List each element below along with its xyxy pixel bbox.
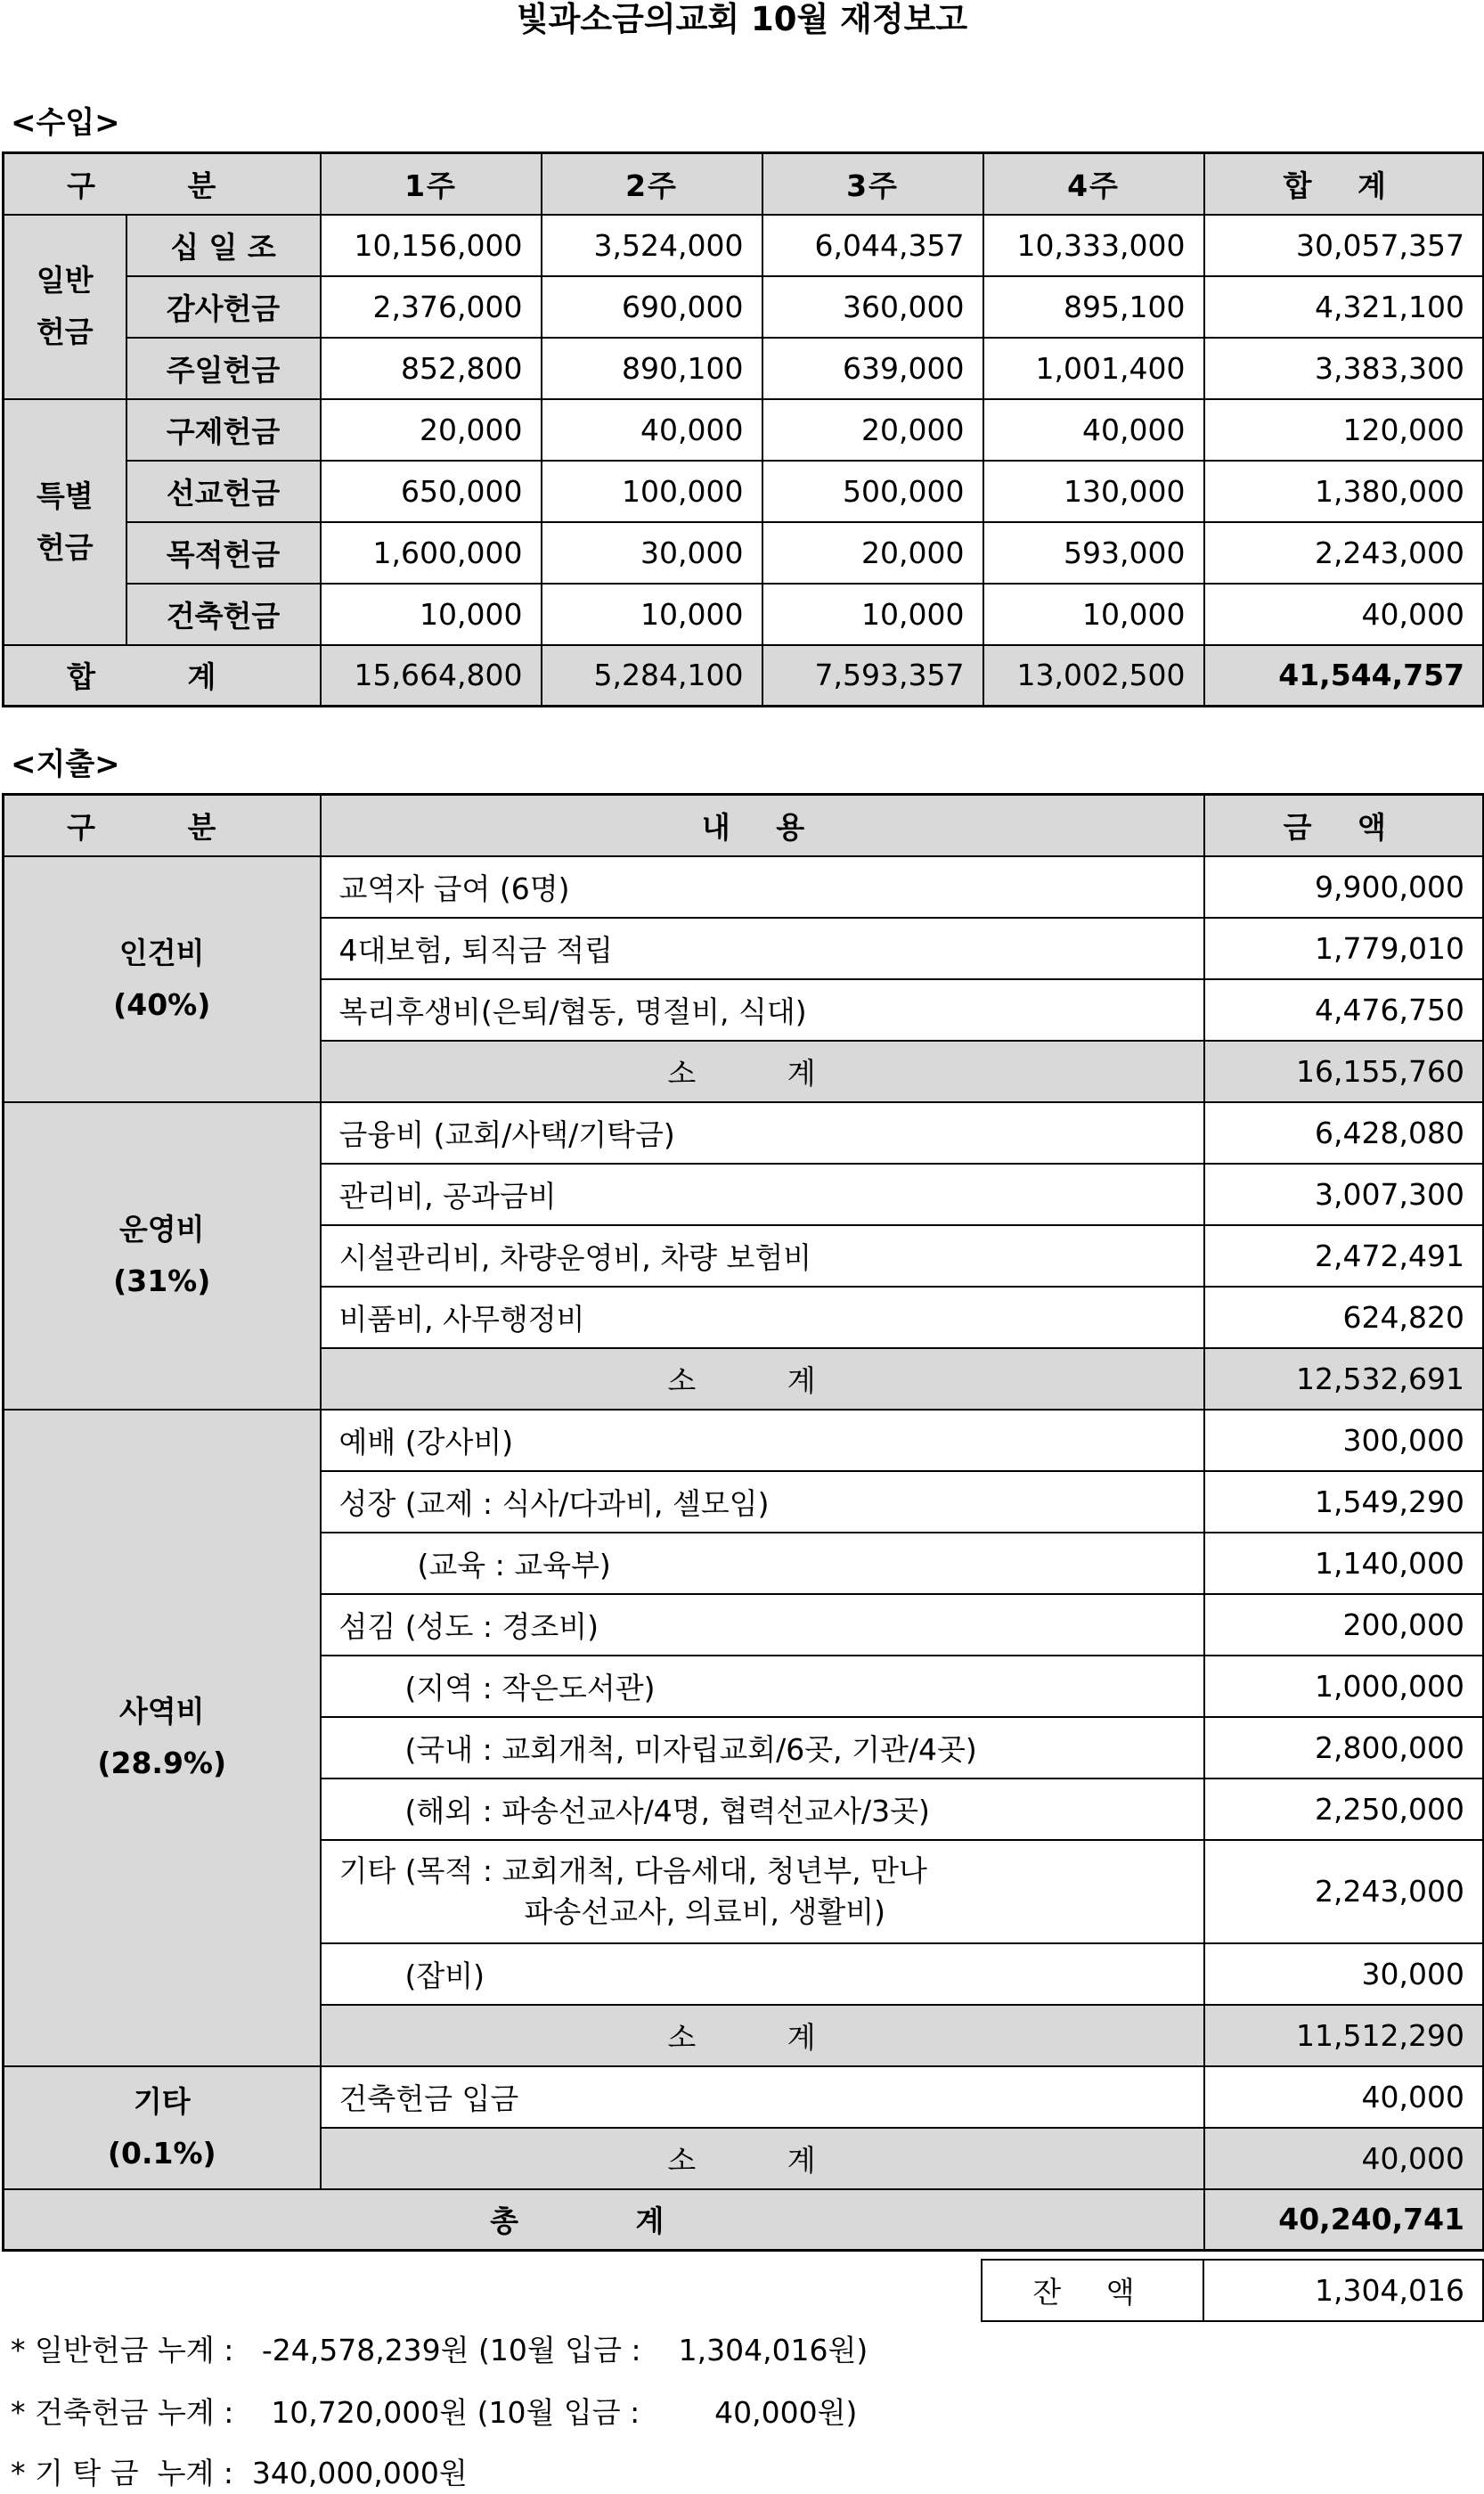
grand-total-row (4, 2189, 1484, 2251)
cell-value: 30,000 (542, 522, 762, 584)
cell-total: 40,000 (1204, 584, 1484, 645)
expense-header-row (4, 795, 1484, 856)
income-total-value: 15,664,800 (321, 645, 542, 707)
item-text-line-1: 기타 (목적 : 교회개척, 다음세대, 청년부, 만나 (338, 1852, 927, 1888)
cell-total: 30,057,357 (1204, 215, 1484, 276)
item-text: 시설관리비, 차량운영비, 차량 보험비 (321, 1225, 1204, 1287)
subtotal-amount: 40,000 (1204, 2128, 1484, 2189)
income-total-value: 5,284,100 (542, 645, 762, 707)
group-name: 인건비 (118, 935, 205, 970)
cell-value: 20,000 (321, 399, 542, 461)
item-text: 복리후생비(은퇴/협동, 명절비, 식대) (321, 979, 1204, 1041)
group-operations (4, 1102, 321, 1410)
note-building-cumulative: * 건축헌금 누계 : 10,720,000원 (10월 입금 : 40,000원) (11, 2395, 858, 2430)
cell-value: 20,000 (762, 522, 983, 584)
cell-value: 10,156,000 (321, 215, 542, 276)
row-label: 구제헌금 (126, 399, 321, 461)
balance-row (982, 2260, 1483, 2321)
group-personnel (4, 856, 321, 1102)
item-text: (지역 : 작은도서관) (321, 1656, 1204, 1717)
header-week-4: 4주 (983, 153, 1204, 215)
income-total-value: 13,002,500 (983, 645, 1204, 707)
item-amount: 624,820 (1204, 1287, 1484, 1348)
cell-value: 10,000 (542, 584, 762, 645)
item-text: (잡비) (321, 1943, 1204, 2005)
table-row (4, 1410, 1484, 1471)
grand-total-amount: 40,240,741 (1204, 2189, 1484, 2251)
row-label: 감사헌금 (126, 276, 321, 338)
item-amount: 1,140,000 (1204, 1533, 1484, 1594)
page-title: 빛과소금의교회 10월 재정보고 (516, 0, 968, 38)
expense-table (2, 793, 1484, 2252)
item-text: 4대보험, 퇴직금 적립 (321, 918, 1204, 979)
item-amount: 6,428,080 (1204, 1102, 1484, 1164)
cell-value: 650,000 (321, 461, 542, 522)
item-text: (해외 : 파송선교사/4명, 협력선교사/3곳) (321, 1779, 1204, 1840)
item-text: 섬김 (성도 : 경조비) (321, 1594, 1204, 1656)
group-other (4, 2066, 321, 2189)
group-ministry (4, 1410, 321, 2066)
cell-value: 690,000 (542, 276, 762, 338)
cell-value: 130,000 (983, 461, 1204, 522)
cell-value: 3,524,000 (542, 215, 762, 276)
row-label: 목적헌금 (126, 522, 321, 584)
row-label: 주일헌금 (126, 338, 321, 399)
item-text-multiline (321, 1840, 1204, 1943)
income-section-label: <수입> (11, 105, 120, 141)
income-header-row (4, 153, 1484, 215)
income-grand-total: 41,544,757 (1204, 645, 1484, 707)
table-row (4, 215, 1484, 276)
cell-value: 40,000 (542, 399, 762, 461)
item-amount: 4,476,750 (1204, 979, 1484, 1041)
header-content: 내 용 (321, 795, 1204, 856)
item-text: 비품비, 사무행정비 (321, 1287, 1204, 1348)
income-table (2, 151, 1484, 707)
balance-amount: 1,304,016 (1203, 2260, 1483, 2321)
group-percent: (31%) (113, 1263, 211, 1298)
item-text: 성장 (교제 : 식사/다과비, 셀모임) (321, 1471, 1204, 1533)
item-amount: 3,007,300 (1204, 1164, 1484, 1225)
table-row (4, 856, 1484, 918)
header-total: 합 계 (1204, 153, 1484, 215)
cell-value: 2,376,000 (321, 276, 542, 338)
header-amount: 금 액 (1204, 795, 1484, 856)
header-category: 구 분 (4, 153, 321, 215)
cell-total: 120,000 (1204, 399, 1484, 461)
table-row (4, 276, 1484, 338)
note-general-cumulative: * 일반헌금 누계 : -24,578,239원 (10월 입금 : 1,304,016원) (11, 2333, 868, 2367)
group-name: 사역비 (118, 1694, 205, 1729)
group-name: 기타 (133, 2083, 191, 2119)
note-deposit-cumulative: * 기 탁 금 누계 : 340,000,000원 (11, 2456, 468, 2490)
item-text-line-2: 파송선교사, 의료비, 생활비) (524, 1893, 885, 1929)
cell-value: 852,800 (321, 338, 542, 399)
item-amount: 1,779,010 (1204, 918, 1484, 979)
header-category: 구 분 (4, 795, 321, 856)
header-week-2: 2주 (542, 153, 762, 215)
row-label: 건축헌금 (126, 584, 321, 645)
cell-value: 500,000 (762, 461, 983, 522)
cell-value: 593,000 (983, 522, 1204, 584)
item-amount: 40,000 (1204, 2066, 1484, 2128)
group-general-offering: 일반 헌금 (4, 215, 126, 399)
cell-value: 10,000 (983, 584, 1204, 645)
table-row (4, 2066, 1484, 2128)
group-percent: (28.9%) (97, 1746, 227, 1780)
cell-value: 10,333,000 (983, 215, 1204, 276)
table-row (4, 1102, 1484, 1164)
cell-value: 40,000 (983, 399, 1204, 461)
item-text: 교역자 급여 (6명) (321, 856, 1204, 918)
item-text: (교육 : 교육부) (321, 1533, 1204, 1594)
cell-value: 639,000 (762, 338, 983, 399)
item-amount: 30,000 (1204, 1943, 1484, 2005)
balance-label: 잔 액 (982, 2260, 1203, 2321)
item-text: (국내 : 교회개척, 미자립교회/6곳, 기관/4곳) (321, 1717, 1204, 1779)
table-row (4, 399, 1484, 461)
header-week-3: 3주 (762, 153, 983, 215)
item-amount: 1,000,000 (1204, 1656, 1484, 1717)
subtotal-label: 소 계 (321, 2005, 1204, 2066)
item-text: 건축헌금 입금 (321, 2066, 1204, 2128)
cell-total: 3,383,300 (1204, 338, 1484, 399)
item-text: 관리비, 공과금비 (321, 1164, 1204, 1225)
balance-table (981, 2259, 1484, 2322)
table-row (4, 461, 1484, 522)
cell-total: 2,243,000 (1204, 522, 1484, 584)
subtotal-amount: 16,155,760 (1204, 1041, 1484, 1102)
item-amount: 2,800,000 (1204, 1717, 1484, 1779)
row-label: 십 일 조 (126, 215, 321, 276)
cell-value: 1,001,400 (983, 338, 1204, 399)
cell-value: 100,000 (542, 461, 762, 522)
item-amount: 2,472,491 (1204, 1225, 1484, 1287)
item-amount: 200,000 (1204, 1594, 1484, 1656)
group-percent: (40%) (113, 986, 211, 1022)
subtotal-amount: 12,532,691 (1204, 1348, 1484, 1410)
group-percent: (0.1%) (107, 2135, 216, 2171)
row-label: 선교헌금 (126, 461, 321, 522)
table-row (4, 338, 1484, 399)
cell-value: 6,044,357 (762, 215, 983, 276)
item-amount: 1,549,290 (1204, 1471, 1484, 1533)
subtotal-label: 소 계 (321, 2128, 1204, 2189)
cell-value: 890,100 (542, 338, 762, 399)
table-row (4, 522, 1484, 584)
grand-total-label: 총 계 (4, 2189, 1204, 2251)
cell-value: 10,000 (762, 584, 983, 645)
income-total-row (4, 645, 1484, 707)
table-row (4, 584, 1484, 645)
group-special-offering: 특별 헌금 (4, 399, 126, 645)
cell-total: 4,321,100 (1204, 276, 1484, 338)
cell-value: 10,000 (321, 584, 542, 645)
group-name: 운영비 (118, 1212, 205, 1247)
subtotal-label: 소 계 (321, 1041, 1204, 1102)
cell-value: 1,600,000 (321, 522, 542, 584)
item-amount: 300,000 (1204, 1410, 1484, 1471)
item-text: 금융비 (교회/사택/기탁금) (321, 1102, 1204, 1164)
item-amount: 2,243,000 (1204, 1840, 1484, 1943)
cell-value: 20,000 (762, 399, 983, 461)
cell-total: 1,380,000 (1204, 461, 1484, 522)
income-total-label: 합 계 (4, 645, 321, 707)
item-amount: 9,900,000 (1204, 856, 1484, 918)
subtotal-label: 소 계 (321, 1348, 1204, 1410)
cell-value: 360,000 (762, 276, 983, 338)
item-amount: 2,250,000 (1204, 1779, 1484, 1840)
expense-section-label: <지출> (11, 747, 120, 782)
subtotal-amount: 11,512,290 (1204, 2005, 1484, 2066)
income-total-value: 7,593,357 (762, 645, 983, 707)
cell-value: 895,100 (983, 276, 1204, 338)
item-text: 예배 (강사비) (321, 1410, 1204, 1471)
header-week-1: 1주 (321, 153, 542, 215)
